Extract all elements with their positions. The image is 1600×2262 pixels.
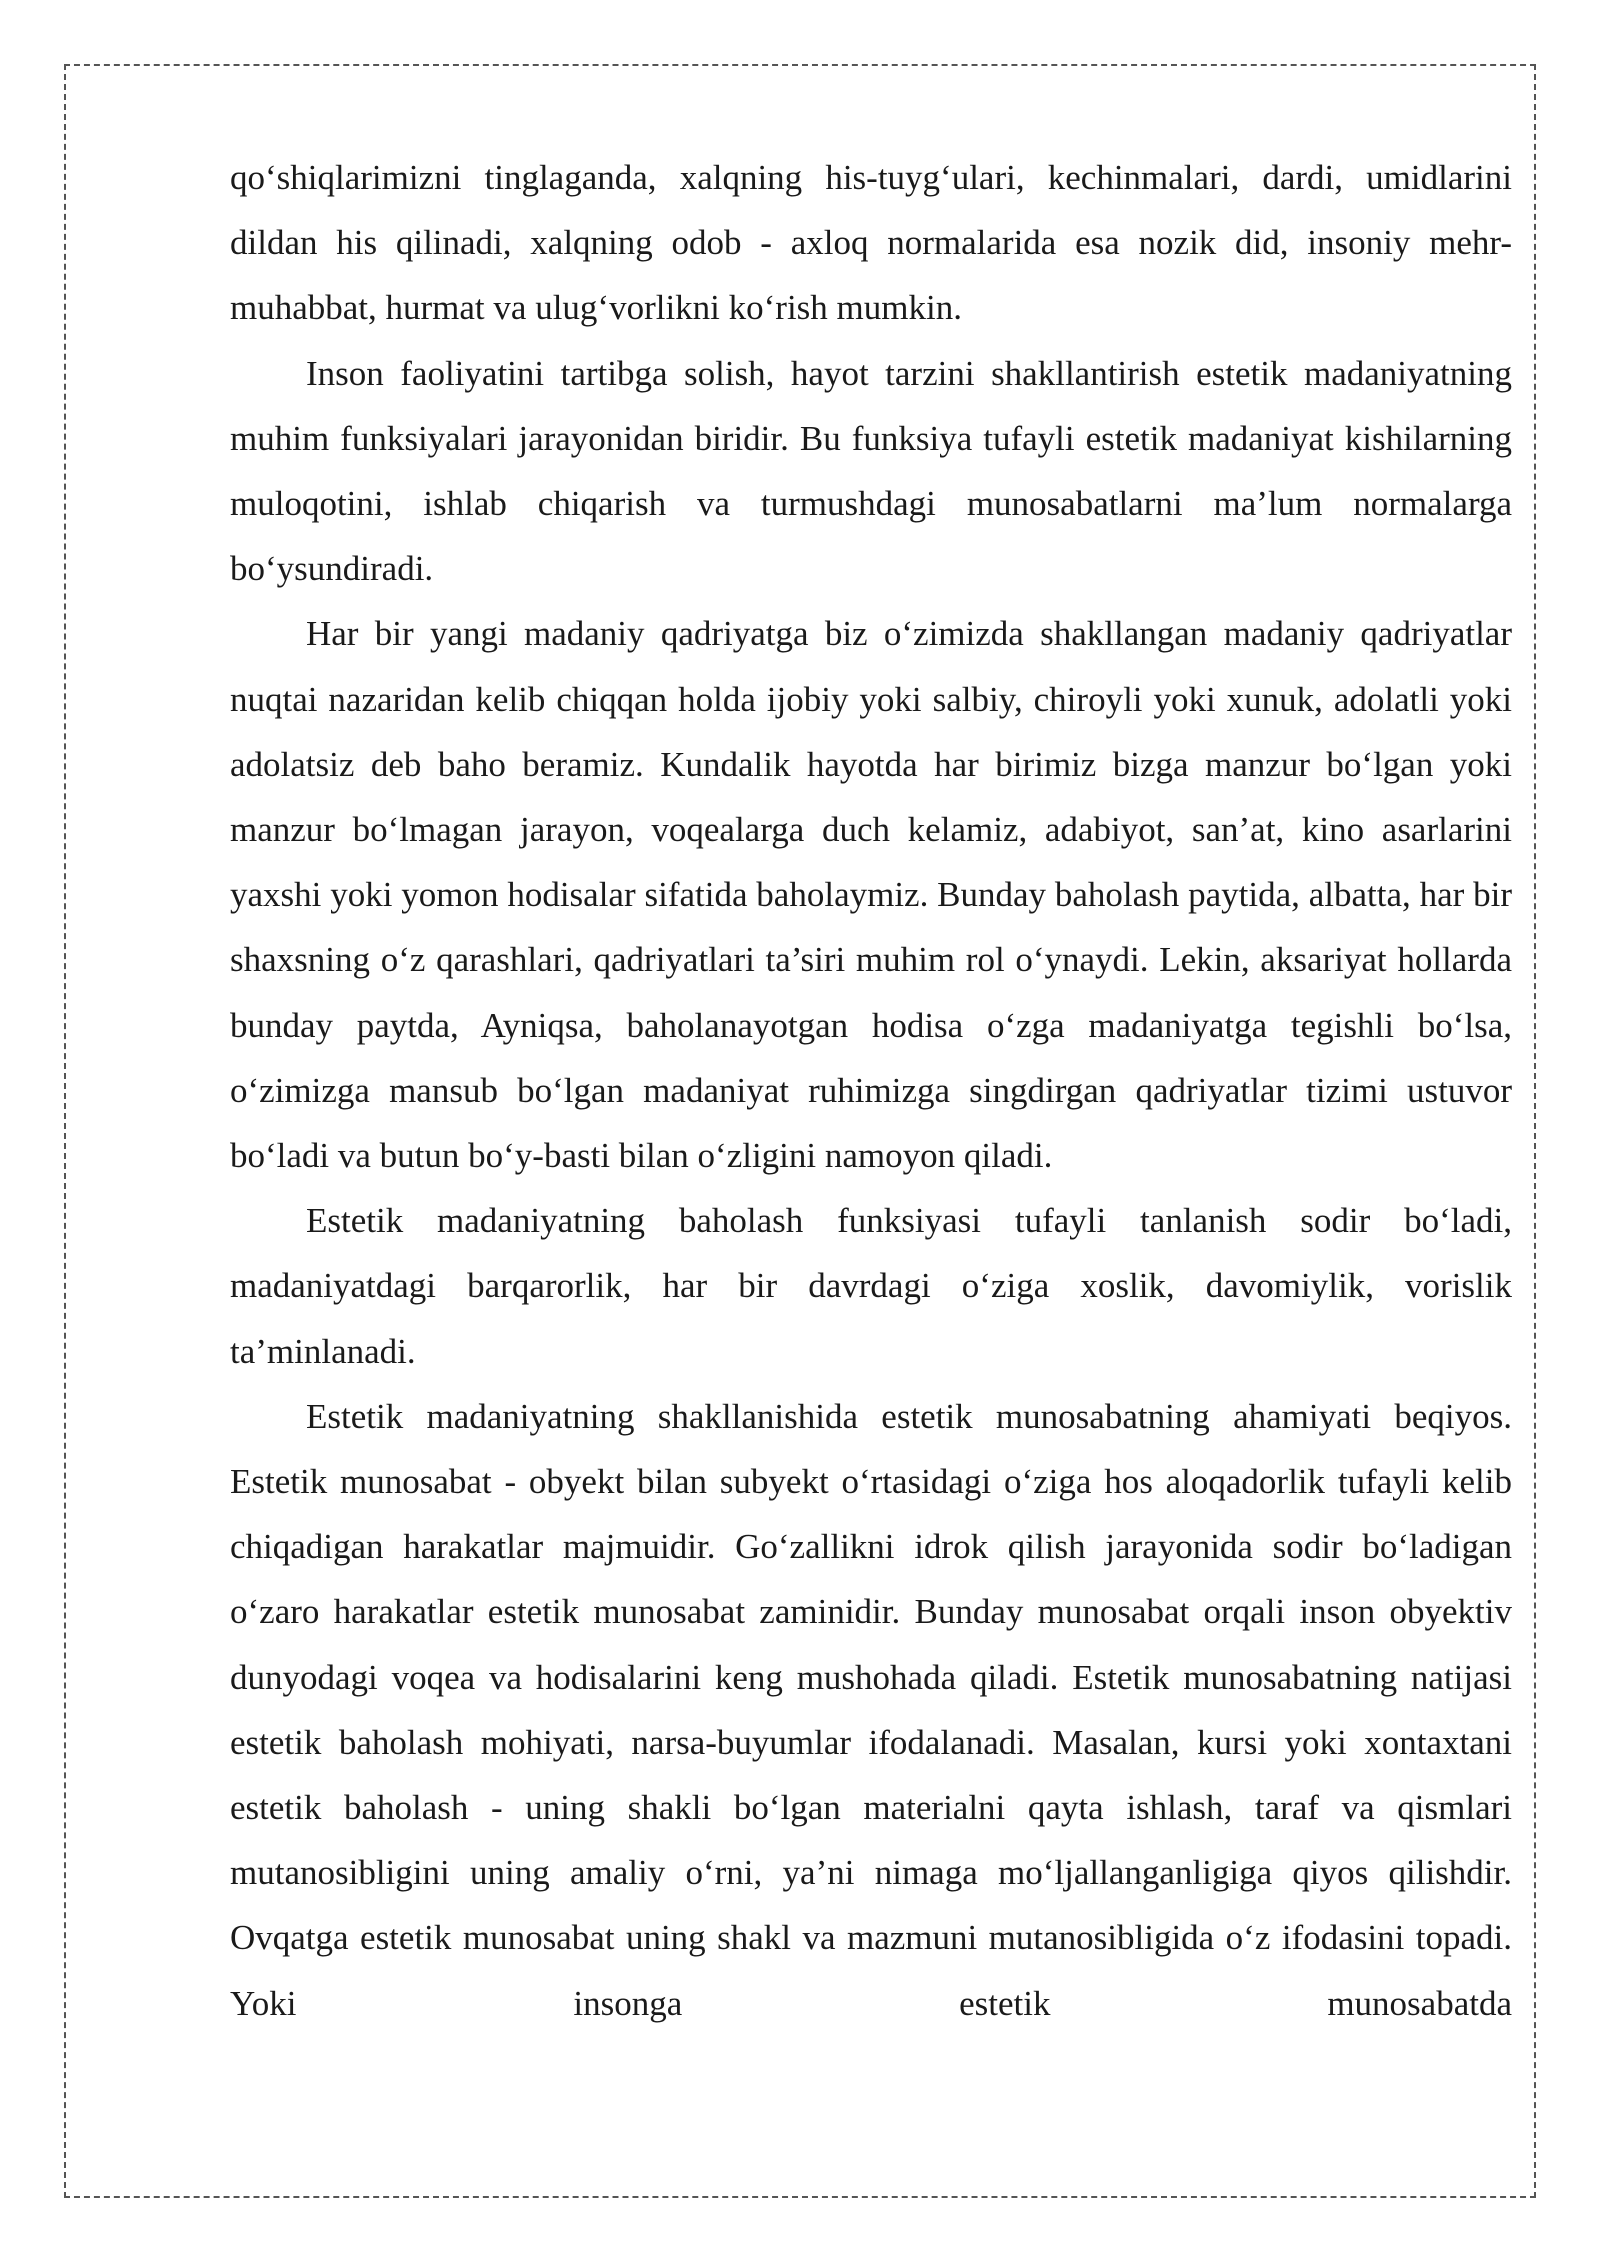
document-body — [230, 145, 1512, 2036]
paragraph: qo‘shiqlarimizni tinglaganda, xalqning his-tuyg‘ulari, kechinmalari, dardi, umidlarini dildan his qilinadi, xalqning odob - axloq normalarida esa nozik did, insoniy mehr-muhabbat, hurmat va ulug‘vorlikni ko‘rish mumkin. — [230, 158, 1512, 328]
paragraph: Estetik madaniyatning baholash funksiyasi tufayli tanlanish sodir bo‘ladi, madaniyatdagi barqarorlik, har bir davrdagi o‘ziga xoslik, davomiylik, vorislik ta’minlanadi. — [230, 1201, 1512, 1371]
paragraph: Estetik madaniyatning shakllanishida estetik munosabatning ahamiyati beqiyos. Estetik munosabat - obyekt bilan subyekt o‘rtasidagi o‘ziga hos aloqadorlik tufayli kelib chiqadigan harakatlar majmuidir. Go‘zallikni idrok qilish jarayonida sodir bo‘ladigan o‘zaro harakatlar estetik munosabat zaminidir. Bunday munosabat orqali inson obyektiv dunyodagi voqea va hodisalarini keng mushohada qiladi. Estetik munosabatning natijasi estetik baholash mohiyati, narsa-buyumlar ifodalanadi. Masalan, kursi yoki xontaxtani estetik baholash - uning shakli bo‘lgan materialni qayta ishlash, taraf va qismlari mutanosibligini uning amaliy o‘rni, ya’ni nimaga mo‘ljallanganligiga qiyos qilishdir. Ovqatga estetik munosabat uning shakl va mazmuni mutanosibligida o‘z ifodasini topadi. Yoki insonga estetik munosabatda — [230, 1396, 1512, 2023]
paragraph: Har bir yangi madaniy qadriyatga biz o‘zimizda shakllangan madaniy qadriyatlar nuqtai nazaridan kelib chiqqan holda ijobiy yoki salbiy, chiroyli yoki xunuk, adolatli yoki adolatsiz deb baho beramiz. Kundalik hayotda har birimiz bizga manzur bo‘lgan yoki manzur bo‘lmagan jarayon, voqealarga duch kelamiz, adabiyot, san’at, kino asarlarini yaxshi yoki yomon hodisalar sifatida baholaymiz. Bunday baholash paytida, albatta, har bir shaxsning o‘z qarashlari, qadriyatlari ta’siri muhim rol o‘ynaydi. Lekin, aksariyat hollarda bunday paytda, Ayniqsa, baholanayotgan hodisa o‘zga madaniyatga tegishli bo‘lsa, o‘zimizga mansub bo‘lgan madaniyat ruhimizga singdirgan qadriyatlar tizimi ustuvor bo‘ladi va butun bo‘y-basti bilan o‘zligini namoyon qiladi. — [230, 614, 1512, 1176]
paragraph: Inson faoliyatini tartibga solish, hayot tarzini shakllantirish estetik madaniyatning muhim funksiyalari jarayonidan biridir. Bu funksiya tufayli estetik madaniyat kishilarning muloqotini, ishlab chiqarish va turmushdagi munosabatlarni ma’lum normalarga bo‘ysundiradi. — [230, 353, 1512, 589]
